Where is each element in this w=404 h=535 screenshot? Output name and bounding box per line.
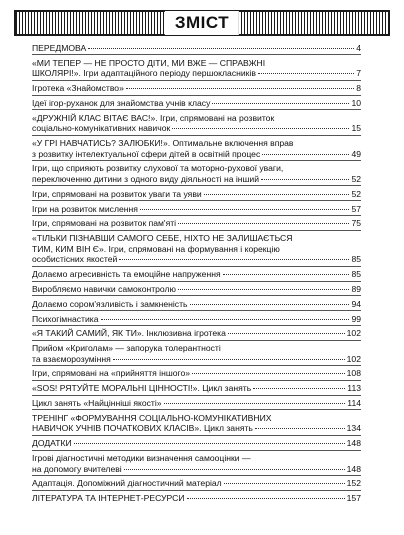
- toc-entry-line: [32, 113, 361, 124]
- page-number: 85: [351, 269, 361, 280]
- toc-entry-line: [32, 354, 361, 365]
- toc-entry-title: ДОДАТКИ: [32, 438, 72, 449]
- toc-entry-line: [32, 43, 361, 54]
- toc-entry-line: [32, 453, 361, 464]
- toc-entry: [32, 113, 361, 136]
- toc-entry-title: ЛІТЕРАТУРА ТА ІНТЕРНЕТ-РЕСУРСИ: [32, 493, 185, 504]
- toc-entry: [32, 413, 361, 436]
- toc-entry-line: [32, 269, 361, 280]
- toc-entry-title: Ігрові діагностичні методики визначення самооцінки —: [32, 452, 251, 463]
- toc-entry-title: Психогімнастика: [32, 313, 99, 324]
- toc-entry-title: Цикл занять «Найцінніші якості»: [32, 398, 162, 408]
- dot-leader: [88, 48, 354, 49]
- toc-entry-title: «SOS! РЯТУЙТЕ МОРАЛЬНІ ЦІННОСТІ!». Цикл занять: [32, 383, 252, 394]
- dot-leader: [164, 403, 346, 404]
- toc-entry-title: ПЕРЕДМОВА: [32, 43, 87, 53]
- toc-entry-title: Ігри на розвиток мислення: [32, 203, 138, 214]
- page-number: 75: [351, 218, 361, 229]
- toc-entry-line: [32, 189, 361, 200]
- toc-entry-line: [32, 174, 361, 185]
- toc-entry: [32, 204, 361, 216]
- toc-entry-title: НАВИЧОК УЧНІВ ПОЧАТКОВИХ КЛАСІВ». Цикл занять: [32, 423, 253, 434]
- toc-entry-line: [32, 138, 361, 149]
- dot-leader: [101, 319, 350, 320]
- toc-entry-line: [32, 438, 361, 449]
- page-number: 102: [346, 328, 361, 339]
- dot-leader: [178, 289, 349, 290]
- toc-entry-line: [32, 204, 361, 215]
- dot-leader: [253, 388, 345, 389]
- toc-entry-line: [32, 123, 361, 134]
- page-number: 89: [351, 283, 361, 294]
- toc-entry-title: переключенню дитини з одного виду діяльності на інший: [32, 174, 260, 185]
- dot-leader: [124, 469, 345, 470]
- toc-entry: [32, 233, 361, 267]
- dot-leader: [187, 498, 345, 499]
- toc-entry-title: «МИ ТЕПЕР — НЕ ПРОСТО ДІТИ, МИ ВЖЕ — СПРАВЖНІ: [32, 57, 266, 68]
- page-number: 52: [351, 188, 361, 199]
- toc-entry: [32, 328, 361, 340]
- toc-entry-line: [32, 163, 361, 174]
- toc-entry: [32, 284, 361, 296]
- page-number: 134: [346, 423, 361, 434]
- page-number: 148: [346, 463, 361, 474]
- toc-entry-line: [32, 493, 361, 504]
- page-number: 15: [351, 123, 361, 134]
- toc-entry-line: [32, 254, 361, 265]
- dot-leader: [140, 209, 350, 210]
- toc-entry: [32, 269, 361, 281]
- toc-entry-title: Виробляємо навички самоконтролю: [32, 283, 176, 294]
- dot-leader: [192, 373, 345, 374]
- page-number: 148: [346, 438, 361, 449]
- toc-entry-line: [32, 244, 361, 255]
- toc-entry-title: та взаєморозуміння: [32, 353, 111, 364]
- page-number: 57: [351, 203, 361, 214]
- toc-entry: [32, 98, 361, 110]
- toc-entry-line: [32, 98, 361, 109]
- toc-entry-title: Ігри, спрямовані на «прийняття іншого»: [32, 368, 191, 379]
- toc-entry-line: [32, 368, 361, 379]
- dot-leader: [172, 128, 349, 129]
- page-number: 49: [351, 148, 361, 159]
- toc-entry-line: [32, 328, 361, 339]
- toc-entry-line: [32, 314, 361, 325]
- dot-leader: [74, 443, 345, 444]
- toc-entry-title: Долаємо сором'язливість і замкненість: [32, 298, 188, 309]
- toc-entry-title: Ігри, що сприяють розвитку слухової та моторно-рухової уваги,: [32, 163, 284, 174]
- page-number: 10: [351, 97, 361, 108]
- toc-entry-line: [32, 398, 361, 409]
- toc-entry-title: ШКОЛЯРІ!». Ігри адаптаційного періоду першокласників: [32, 68, 256, 79]
- toc-entry-title: соціально-комунікативних навичок: [32, 123, 171, 134]
- toc-entry: [32, 343, 361, 366]
- dot-leader: [262, 154, 349, 155]
- toc-entry: [32, 299, 361, 311]
- toc-entry-title: «ТІЛЬКИ ПІЗНАВШИ САМОГО СЕБЕ, НІХТО НЕ ЗАЛИШАЄТЬСЯ: [32, 233, 293, 244]
- toc-entry-line: [32, 284, 361, 295]
- page-number: 7: [356, 68, 361, 79]
- table-of-contents: [32, 43, 361, 507]
- page-number: 102: [346, 353, 361, 364]
- toc-entry-title: Долаємо агресивність та емоційне напруження: [32, 269, 221, 280]
- toc-entry-title: Ігри, спрямовані на розвиток уваги та уяви: [32, 188, 202, 199]
- contents-header: [14, 10, 390, 36]
- dot-leader: [204, 194, 350, 195]
- toc-entry-line: [32, 478, 361, 489]
- toc-entry-line: [32, 233, 361, 244]
- toc-entry: [32, 43, 361, 55]
- toc-entry: [32, 138, 361, 161]
- toc-entry-title: «ДРУЖНІЙ КЛАС ВІТАЄ ВАС!». Ігри, спрямовані на розвиток: [32, 112, 275, 123]
- toc-entry-title: Адаптація. Допоміжний діагностичний матеріал: [32, 478, 222, 489]
- toc-entry: [32, 58, 361, 81]
- dot-leader: [119, 259, 349, 260]
- page-number: 99: [351, 313, 361, 324]
- toc-entry-line: [32, 464, 361, 475]
- toc-entry-title: особистісних якостей: [32, 254, 118, 265]
- dot-leader: [190, 304, 350, 305]
- toc-entry-line: [32, 58, 361, 69]
- page-number: 113: [347, 383, 361, 394]
- toc-entry-line: [32, 299, 361, 310]
- toc-entry: [32, 438, 361, 450]
- dot-leader: [255, 428, 345, 429]
- toc-entry: [32, 478, 361, 490]
- toc-entry: [32, 368, 361, 380]
- page-number: 94: [351, 298, 361, 309]
- toc-entry-line: [32, 83, 361, 94]
- toc-entry-title: Прийом «Криголам» — запорука толерантності: [32, 343, 221, 354]
- toc-entry: [32, 453, 361, 476]
- toc-entry-title: ТИМ, КИМ ВІН Є». Ігри, спрямовані на формування і корекцію: [32, 243, 280, 254]
- dot-leader: [212, 103, 349, 104]
- toc-entry-line: [32, 218, 361, 229]
- page-number: 4: [356, 43, 361, 53]
- toc-entry-line: [32, 68, 361, 79]
- toc-entry-title: з розвитку інтелектуальної сфери дітей в освітній процес: [32, 148, 261, 159]
- toc-entry: [32, 218, 361, 230]
- dot-leader: [258, 73, 354, 74]
- toc-entry-line: [32, 423, 361, 434]
- toc-entry-title: Ідеї ігор-руханок для знайомства учнів класу: [32, 97, 211, 108]
- toc-entry: [32, 383, 361, 395]
- page-title: ЗМІСТ: [165, 11, 239, 35]
- toc-entry-title: ТРЕНІНГ «ФОРМУВАННЯ СОЦІАЛЬНО-КОМУНІКАТИВНИХ: [32, 412, 272, 423]
- dot-leader: [224, 483, 345, 484]
- toc-entry-title: «У ГРІ НАВЧАТИСЬ? ЗАЛЮБКИ!». Оптимальне включення вправ: [32, 138, 294, 149]
- toc-entry-line: [32, 343, 361, 354]
- dot-leader: [113, 359, 345, 360]
- page-number: 52: [351, 174, 361, 185]
- page-number: 152: [346, 478, 361, 489]
- dot-leader: [223, 274, 350, 275]
- page-number: 157: [346, 493, 361, 504]
- toc-entry-line: [32, 149, 361, 160]
- toc-entry: [32, 398, 361, 410]
- toc-entry: [32, 163, 361, 186]
- page-number: 114: [347, 398, 361, 408]
- page-number: 85: [351, 254, 361, 265]
- toc-entry: [32, 83, 361, 95]
- toc-entry-title: Ігротека «Знайомство»: [32, 83, 124, 94]
- toc-entry-line: [32, 413, 361, 424]
- toc-entry-line: [32, 383, 361, 394]
- toc-entry-title: на допомогу вчителеві: [32, 463, 122, 474]
- dot-leader: [178, 223, 349, 224]
- page-number: 8: [356, 83, 361, 94]
- dot-leader: [126, 88, 354, 89]
- toc-entry: [32, 314, 361, 326]
- dot-leader: [228, 333, 345, 334]
- toc-entry: [32, 189, 361, 201]
- toc-entry-title: Ігри, спрямовані на розвиток пам'яті: [32, 218, 177, 229]
- dot-leader: [261, 179, 349, 180]
- page-number: 108: [346, 368, 361, 379]
- toc-entry-title: «Я ТАКИЙ САМИЙ, ЯК ТИ». Інклюзивна ігротека: [32, 328, 226, 339]
- toc-entry: [32, 493, 361, 504]
